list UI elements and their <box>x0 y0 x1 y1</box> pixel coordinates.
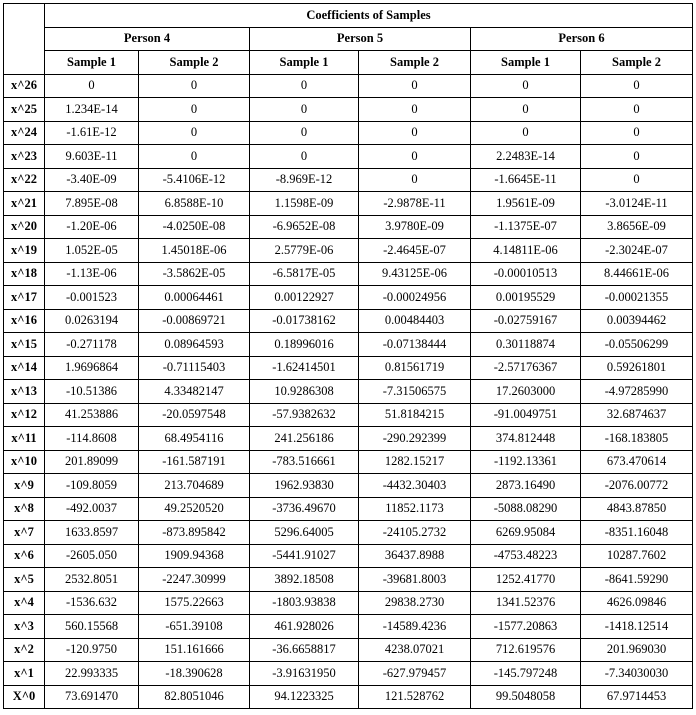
coefficient-cell: -1.13E-06 <box>45 262 139 286</box>
coefficient-cell: -1.1375E-07 <box>471 215 581 239</box>
coefficient-cell: -783.516661 <box>250 450 359 474</box>
coefficient-cell: -1803.93838 <box>250 591 359 615</box>
coefficient-cell: 0.08964593 <box>139 333 250 357</box>
row-label: x^11 <box>4 427 45 451</box>
coefficient-cell: 2532.8051 <box>45 568 139 592</box>
coefficient-cell: -14589.4236 <box>359 615 471 639</box>
coefficient-cell: 0 <box>250 74 359 98</box>
coefficient-cell: 10287.7602 <box>581 544 693 568</box>
coefficient-cell: 6.8588E-10 <box>139 192 250 216</box>
coefficient-cell: 1252.41770 <box>471 568 581 592</box>
table-row <box>4 685 693 709</box>
coefficient-cell: -2247.30999 <box>139 568 250 592</box>
coefficient-cell: -651.39108 <box>139 615 250 639</box>
person-header: Person 4 <box>45 27 250 51</box>
table-row <box>4 591 693 615</box>
coefficient-cell: -2076.00772 <box>581 474 693 498</box>
coefficient-cell: 0.00064461 <box>139 286 250 310</box>
coefficient-cell: 1633.8597 <box>45 521 139 545</box>
table-row <box>4 474 693 498</box>
row-label: x^1 <box>4 662 45 686</box>
coefficient-cell: -0.05506299 <box>581 333 693 357</box>
coefficient-cell: 213.704689 <box>139 474 250 498</box>
coefficient-cell: 0 <box>359 98 471 122</box>
coefficient-cell: -0.00021355 <box>581 286 693 310</box>
coefficient-cell: -1536.632 <box>45 591 139 615</box>
table-row <box>4 403 693 427</box>
coefficient-cell: -0.07138444 <box>359 333 471 357</box>
coefficient-cell: -2.4645E-07 <box>359 239 471 263</box>
coefficient-cell: -1418.12514 <box>581 615 693 639</box>
coefficient-cell: 1.9696864 <box>45 356 139 380</box>
coefficient-cell: 4.33482147 <box>139 380 250 404</box>
coefficient-cell: -120.9750 <box>45 638 139 662</box>
coefficient-cell: 121.528762 <box>359 685 471 709</box>
coefficient-cell: 1.1598E-09 <box>250 192 359 216</box>
header-row-title <box>4 4 693 28</box>
row-label: x^18 <box>4 262 45 286</box>
coefficient-cell: 36437.8988 <box>359 544 471 568</box>
coefficient-cell: 1282.15217 <box>359 450 471 474</box>
coefficient-cell: 8.44661E-06 <box>581 262 693 286</box>
coefficient-cell: -36.6658817 <box>250 638 359 662</box>
table-row <box>4 427 693 451</box>
coefficient-cell: 0.18996016 <box>250 333 359 357</box>
row-label: x^26 <box>4 74 45 98</box>
coefficient-cell: 68.4954116 <box>139 427 250 451</box>
coefficient-cell: -1577.20863 <box>471 615 581 639</box>
row-label: x^4 <box>4 591 45 615</box>
sample-header: Sample 1 <box>250 51 359 75</box>
table-row <box>4 286 693 310</box>
coefficient-cell: -5.4106E-12 <box>139 168 250 192</box>
coefficient-cell: 201.89099 <box>45 450 139 474</box>
coefficient-cell: 4626.09846 <box>581 591 693 615</box>
coefficient-cell: 3892.18508 <box>250 568 359 592</box>
coefficient-cell: -7.31506575 <box>359 380 471 404</box>
coefficient-cell: 82.8051046 <box>139 685 250 709</box>
table-row <box>4 262 693 286</box>
corner-cell <box>4 4 45 75</box>
coefficient-cell: 29838.2730 <box>359 591 471 615</box>
coefficient-cell: -3.0124E-11 <box>581 192 693 216</box>
table-row <box>4 168 693 192</box>
coefficient-cell: -3736.49670 <box>250 497 359 521</box>
coefficient-cell: 0 <box>581 121 693 145</box>
coefficient-cell: 560.15568 <box>45 615 139 639</box>
coefficient-cell: 0 <box>250 121 359 145</box>
coefficient-cell: -0.001523 <box>45 286 139 310</box>
coefficient-cell: -109.8059 <box>45 474 139 498</box>
table-row <box>4 333 693 357</box>
coefficient-cell: -873.895842 <box>139 521 250 545</box>
coefficient-cell: 0 <box>139 121 250 145</box>
table-row <box>4 121 693 145</box>
table-row <box>4 638 693 662</box>
coefficient-cell: 0 <box>581 168 693 192</box>
sample-header: Sample 2 <box>139 51 250 75</box>
coefficient-cell: -161.587191 <box>139 450 250 474</box>
table-row <box>4 74 693 98</box>
coefficient-cell: -168.183805 <box>581 427 693 451</box>
coefficient-cell: -1.6645E-11 <box>471 168 581 192</box>
row-label: x^23 <box>4 145 45 169</box>
row-label: x^6 <box>4 544 45 568</box>
coefficient-cell: 1909.94368 <box>139 544 250 568</box>
row-label: x^14 <box>4 356 45 380</box>
coefficient-cell: 10.9286308 <box>250 380 359 404</box>
row-label: x^5 <box>4 568 45 592</box>
row-label: x^25 <box>4 98 45 122</box>
coefficient-cell: 0 <box>471 121 581 145</box>
coefficient-cell: -290.292399 <box>359 427 471 451</box>
row-label: x^7 <box>4 521 45 545</box>
coefficient-cell: 2.2483E-14 <box>471 145 581 169</box>
table-row <box>4 497 693 521</box>
coefficient-cell: 17.2603000 <box>471 380 581 404</box>
row-label: x^15 <box>4 333 45 357</box>
row-label: x^16 <box>4 309 45 333</box>
coefficient-cell: 3.9780E-09 <box>359 215 471 239</box>
coefficient-cell: 0 <box>139 98 250 122</box>
coefficient-cell: -3.40E-09 <box>45 168 139 192</box>
row-label: x^2 <box>4 638 45 662</box>
sample-header: Sample 2 <box>581 51 693 75</box>
row-label: x^22 <box>4 168 45 192</box>
coefficient-cell: 0.59261801 <box>581 356 693 380</box>
coefficient-cell: 67.9714453 <box>581 685 693 709</box>
coefficient-cell: -57.9382632 <box>250 403 359 427</box>
row-label: x^13 <box>4 380 45 404</box>
coefficient-cell: -5088.08290 <box>471 497 581 521</box>
table-row <box>4 615 693 639</box>
coefficient-cell: 0 <box>581 145 693 169</box>
table-row <box>4 192 693 216</box>
coefficient-cell: -7.34030030 <box>581 662 693 686</box>
table-row <box>4 239 693 263</box>
coefficient-cell: -24105.2732 <box>359 521 471 545</box>
coefficient-cell: 0.00484403 <box>359 309 471 333</box>
coefficient-cell: 4843.87850 <box>581 497 693 521</box>
coefficient-cell: 51.8184215 <box>359 403 471 427</box>
table-row <box>4 544 693 568</box>
coefficient-cell: 0 <box>581 74 693 98</box>
coefficient-cell: 0 <box>359 74 471 98</box>
coefficient-cell: 0 <box>471 98 581 122</box>
coefficient-cell: 99.5048058 <box>471 685 581 709</box>
coefficient-cell: -6.9652E-08 <box>250 215 359 239</box>
coefficient-cell: 94.1223325 <box>250 685 359 709</box>
coefficient-cell: -4.0250E-08 <box>139 215 250 239</box>
coefficient-cell: -2.3024E-07 <box>581 239 693 263</box>
person-header: Person 5 <box>250 27 471 51</box>
coefficient-cell: 151.161666 <box>139 638 250 662</box>
coefficient-cell: -2605.050 <box>45 544 139 568</box>
table-row <box>4 380 693 404</box>
coefficient-cell: -145.797248 <box>471 662 581 686</box>
coefficient-cell: 4.14811E-06 <box>471 239 581 263</box>
coefficient-cell: -91.0049751 <box>471 403 581 427</box>
coefficient-cell: 5296.64005 <box>250 521 359 545</box>
coefficient-cell: -10.51386 <box>45 380 139 404</box>
coefficient-cell: -1192.13361 <box>471 450 581 474</box>
coefficient-cell: 9.603E-11 <box>45 145 139 169</box>
coefficient-cell: 1.234E-14 <box>45 98 139 122</box>
coefficient-cell: -20.0597548 <box>139 403 250 427</box>
coefficient-cell: -2.57176367 <box>471 356 581 380</box>
coefficient-cell: 0.0263194 <box>45 309 139 333</box>
sample-header: Sample 2 <box>359 51 471 75</box>
coefficient-cell: 0.00195529 <box>471 286 581 310</box>
table-body <box>4 74 693 709</box>
coefficient-cell: 461.928026 <box>250 615 359 639</box>
coefficient-cell: -4432.30403 <box>359 474 471 498</box>
table-row <box>4 309 693 333</box>
coefficient-cell: 241.256186 <box>250 427 359 451</box>
coefficient-cell: -0.00869721 <box>139 309 250 333</box>
row-label: x^24 <box>4 121 45 145</box>
coefficient-cell: 1.45018E-06 <box>139 239 250 263</box>
coefficient-cell: 22.993335 <box>45 662 139 686</box>
coefficient-cell: 1341.52376 <box>471 591 581 615</box>
coefficient-cell: 0 <box>139 145 250 169</box>
table-row <box>4 98 693 122</box>
table-row <box>4 450 693 474</box>
coefficient-cell: 0.30118874 <box>471 333 581 357</box>
coefficient-cell: -1.20E-06 <box>45 215 139 239</box>
coefficient-cell: -0.00024956 <box>359 286 471 310</box>
coefficient-cell: 0 <box>359 145 471 169</box>
coefficient-cell: -0.71115403 <box>139 356 250 380</box>
coefficient-cell: 3.8656E-09 <box>581 215 693 239</box>
coefficient-cell: 2.5779E-06 <box>250 239 359 263</box>
coefficient-cell: -5441.91027 <box>250 544 359 568</box>
row-label: X^0 <box>4 685 45 709</box>
coefficient-cell: 1.9561E-09 <box>471 192 581 216</box>
row-label: x^10 <box>4 450 45 474</box>
coefficient-cell: -4.97285990 <box>581 380 693 404</box>
coefficient-cell: 7.895E-08 <box>45 192 139 216</box>
coefficient-cell: 32.6874637 <box>581 403 693 427</box>
coefficient-cell: -0.00010513 <box>471 262 581 286</box>
table-row <box>4 215 693 239</box>
coefficient-cell: -0.01738162 <box>250 309 359 333</box>
coefficient-cell: 9.43125E-06 <box>359 262 471 286</box>
coefficient-cell: 73.691470 <box>45 685 139 709</box>
sample-header: Sample 1 <box>471 51 581 75</box>
coefficient-cell: -8641.59290 <box>581 568 693 592</box>
coefficient-cell: 0 <box>250 145 359 169</box>
coefficient-cell: -1.61E-12 <box>45 121 139 145</box>
row-label: x^19 <box>4 239 45 263</box>
coefficient-cell: 49.2520520 <box>139 497 250 521</box>
row-label: x^8 <box>4 497 45 521</box>
row-label: x^17 <box>4 286 45 310</box>
row-label: x^20 <box>4 215 45 239</box>
coefficient-cell: 0 <box>471 74 581 98</box>
coefficient-cell: 374.812448 <box>471 427 581 451</box>
coefficient-cell: 2873.16490 <box>471 474 581 498</box>
coefficient-cell: 0 <box>45 74 139 98</box>
coefficient-cell: 4238.07021 <box>359 638 471 662</box>
row-label: x^21 <box>4 192 45 216</box>
header-row-samples <box>4 51 693 75</box>
coefficient-cell: 201.969030 <box>581 638 693 662</box>
coefficient-cell: 0 <box>581 98 693 122</box>
coefficient-cell: 0 <box>359 168 471 192</box>
coefficient-cell: -3.5862E-05 <box>139 262 250 286</box>
coefficient-cell: -2.9878E-11 <box>359 192 471 216</box>
coefficient-cell: 0.81561719 <box>359 356 471 380</box>
table-title: Coefficients of Samples <box>45 4 693 28</box>
coefficient-cell: -18.390628 <box>139 662 250 686</box>
row-label: x^3 <box>4 615 45 639</box>
coefficient-cell: 0 <box>139 74 250 98</box>
coefficient-cell: -8.969E-12 <box>250 168 359 192</box>
coefficient-cell: 1962.93830 <box>250 474 359 498</box>
coefficient-cell: -1.62414501 <box>250 356 359 380</box>
row-label: x^12 <box>4 403 45 427</box>
coefficient-cell: 1575.22663 <box>139 591 250 615</box>
coefficient-cell: -8351.16048 <box>581 521 693 545</box>
header-row-persons <box>4 27 693 51</box>
coefficients-table <box>3 3 693 709</box>
coefficient-cell: 0 <box>250 98 359 122</box>
sample-header: Sample 1 <box>45 51 139 75</box>
row-label: x^9 <box>4 474 45 498</box>
table-row <box>4 356 693 380</box>
coefficient-cell: -492.0037 <box>45 497 139 521</box>
coefficient-cell: 11852.1173 <box>359 497 471 521</box>
person-header: Person 6 <box>471 27 693 51</box>
coefficient-cell: -114.8608 <box>45 427 139 451</box>
coefficient-cell: 0 <box>359 121 471 145</box>
coefficient-cell: -39681.8003 <box>359 568 471 592</box>
coefficient-cell: 6269.95084 <box>471 521 581 545</box>
coefficient-cell: 0.00394462 <box>581 309 693 333</box>
coefficient-cell: -6.5817E-05 <box>250 262 359 286</box>
coefficient-cell: 712.619576 <box>471 638 581 662</box>
coefficient-cell: -4753.48223 <box>471 544 581 568</box>
coefficient-cell: -0.271178 <box>45 333 139 357</box>
coefficient-cell: 1.052E-05 <box>45 239 139 263</box>
table-row <box>4 662 693 686</box>
coefficient-cell: -0.02759167 <box>471 309 581 333</box>
table-row <box>4 568 693 592</box>
coefficient-cell: 673.470614 <box>581 450 693 474</box>
coefficient-cell: 41.253886 <box>45 403 139 427</box>
table-row <box>4 145 693 169</box>
table-row <box>4 521 693 545</box>
coefficient-cell: -3.91631950 <box>250 662 359 686</box>
coefficient-cell: 0.00122927 <box>250 286 359 310</box>
coefficient-cell: -627.979457 <box>359 662 471 686</box>
